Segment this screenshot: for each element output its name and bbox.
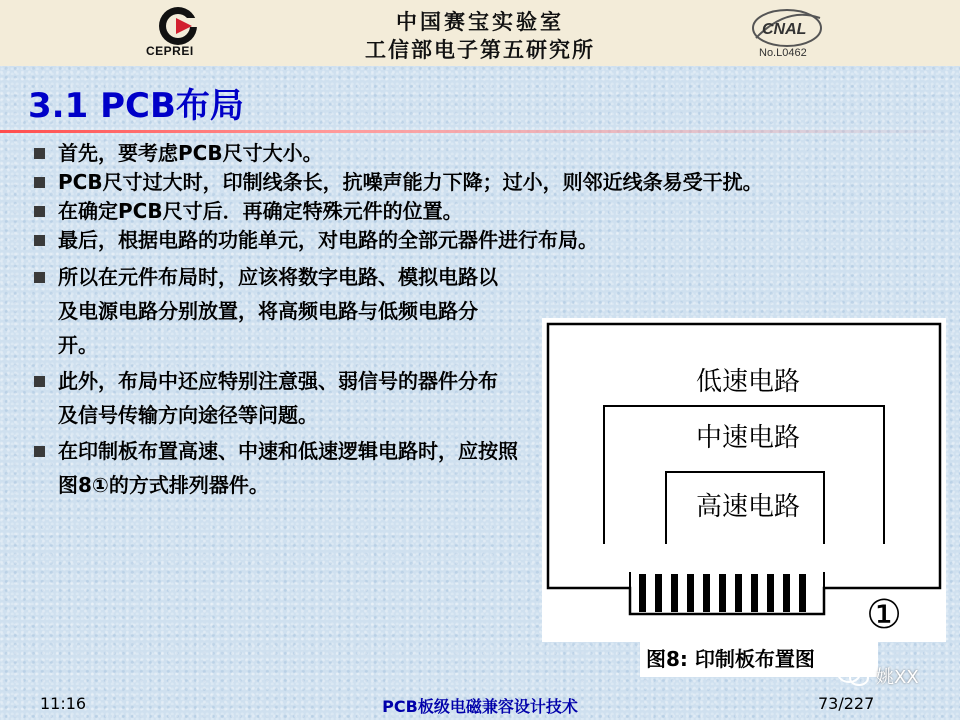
mid-speed-label: 中速电路 [695, 423, 801, 453]
high-speed-label: 高速电路 [695, 492, 801, 522]
connector-pin [735, 574, 742, 612]
bullet-text: 首先，要考虑PCB尺寸大小。 [58, 141, 323, 165]
figure-caption: 图8: 印制板布置图 [640, 641, 878, 677]
connector-pin [639, 574, 646, 612]
bullet-text: 最后，根据电路的功能单元，对电路的全部元器件进行布局。 [58, 228, 598, 252]
header-org-name: 中国赛宝实验室 [396, 9, 564, 34]
bullet-item [32, 434, 528, 502]
header-institute-name: 工信部电子第五研究所 [365, 37, 595, 62]
bullet-text: 在印制板布置高速、中速和低速逻辑电路时，应按照图8①的方式排列器件。 [58, 439, 518, 497]
footer-title: PCB板级电磁兼容设计技术 [382, 697, 578, 716]
low-speed-label: 低速电路 [695, 367, 801, 397]
bullet-item [32, 169, 928, 196]
bullet-square-icon [34, 376, 45, 387]
connector-pin [767, 574, 774, 612]
connector-pin [783, 574, 790, 612]
connector-pin [655, 574, 662, 612]
bullet-square-icon [34, 177, 45, 188]
wechat-icon [834, 660, 874, 690]
bullet-square-icon [34, 148, 45, 159]
bullet-text: 所以在元件布局时，应该将数字电路、模拟电路以及电源电路分别放置，将高频电路与低频电路分开。 [58, 265, 498, 357]
connector-pin [687, 574, 694, 612]
figure-marker: ① [866, 592, 902, 638]
bullet-square-icon [34, 206, 45, 217]
bullet-item [32, 227, 932, 254]
bullet-square-icon [34, 235, 45, 246]
pcb-layout-diagram [542, 318, 946, 642]
connector-pin [671, 574, 678, 612]
bullet-square-icon [34, 446, 45, 457]
pcb-layout-figure [542, 318, 946, 642]
bullet-item [32, 140, 932, 167]
cnal-number: No.L0462 [759, 47, 807, 59]
connector-pin [751, 574, 758, 612]
bullet-item [32, 260, 513, 362]
author-watermark: 姚XX [876, 667, 919, 688]
connector-pin [703, 574, 710, 612]
bullet-item [32, 198, 932, 225]
bullet-text: 此外，布局中还应特别注意强、弱信号的器件分布及信号传输方向途径等问题。 [58, 369, 498, 427]
slide-title: 3.1 PCB布局 [28, 86, 244, 126]
connector-pin [719, 574, 726, 612]
connector-pin [799, 574, 806, 612]
ceprei-logo-text: CEPREI [146, 44, 194, 58]
bullet-item [32, 364, 513, 432]
bullet-text: PCB尺寸过大时，印制线条长，抗噪声能力下降；过小，则邻近线条易受干扰。 [58, 170, 763, 194]
cnal-logo-mark: CNAL [762, 21, 807, 38]
bullet-text: 在确定PCB尺寸后．再确定特殊元件的位置。 [58, 199, 463, 223]
bullet-square-icon [34, 272, 45, 283]
footer-page-number: 73/227 [818, 694, 875, 713]
footer-time: 11:16 [40, 694, 87, 713]
title-divider [0, 130, 960, 133]
slide-header [0, 0, 960, 66]
